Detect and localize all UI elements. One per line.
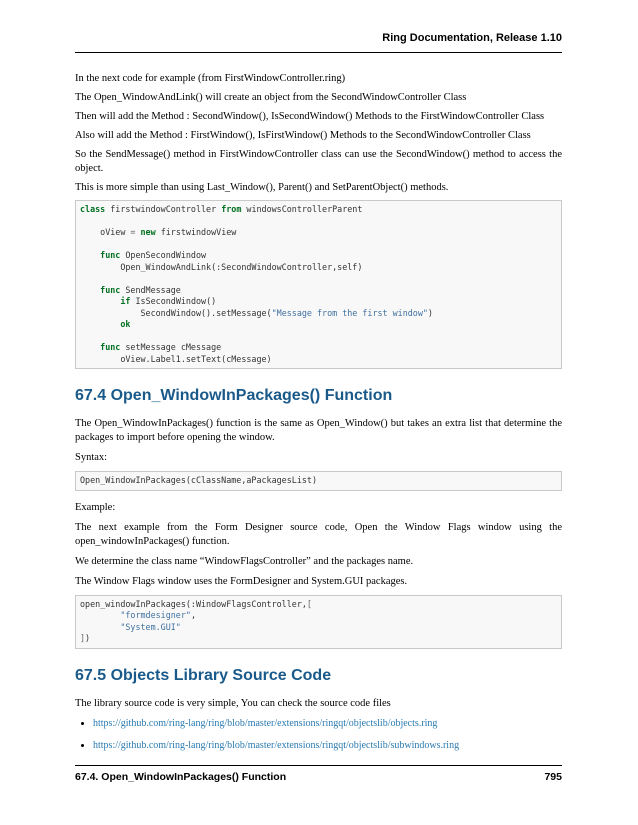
section-67-4-example-description: The next example from the Form Designer source code, Open the Window Flags window using the open_windowInPackages() function. [75, 521, 562, 547]
header-rule [75, 52, 562, 53]
page-content [75, 72, 562, 761]
code-line-6: Open_WindowAndLink(:SecondWindowController,self) [80, 261, 363, 272]
code-line-14: oView.Label1.setText(cMessage) [80, 353, 272, 364]
code-line-13: func setMessage cMessage [100, 342, 222, 352]
link-objects-ring[interactable]: • https://github.com/ring-lang/ring/blob/master/extensions/ringqt/objectslib/objects.ring [93, 717, 562, 731]
example-label: Example: [75, 501, 116, 513]
running-header: Ring Documentation, Release 1.10 [382, 32, 562, 44]
code-line-3: oView = new firstwindowView [80, 227, 237, 237]
section-heading-67-5: 67.5 Objects Library Source Code [75, 666, 332, 684]
section-heading-67-4: 67.4 Open_WindowInPackages() Function [75, 387, 393, 404]
code2-line-3: "System.GUI" [120, 621, 181, 632]
code-block-open-window-in-packages[interactable] [75, 595, 562, 649]
source-links-list [75, 717, 562, 753]
section-67-5-intro: The library source code is very simple, You can check the source code files [75, 697, 391, 709]
section-67-4-class-name-note: We determine the class name “WindowFlagsController” and the packages name. [75, 555, 414, 567]
link-subwindows-ring[interactable]: • https://github.com/ring-lang/ring/blob/master/extensions/ringqt/objectslib/subwindows.ring [93, 739, 562, 753]
intro-paragraph-4: Also will add the Method : FirstWindow(), IsFirstWindow() Methods to the SecondWindowController Class [75, 130, 531, 141]
footer-section-title: 67.4. Open_WindowInPackages() Function [75, 771, 287, 783]
intro-paragraph-1: In the next code for example (from FirstWindowController.ring) [75, 73, 346, 84]
intro-paragraph-5: So the SendMessage() method in FirstWindowController class can use the SecondWindow() method to access the object. [75, 149, 562, 174]
code-line-5: func OpenSecondWindow [100, 250, 207, 260]
syntax-label: Syntax: [75, 452, 108, 463]
intro-paragraph-6: This is more simple than using Last_Window(), Parent() and SetParentObject() methods. [75, 182, 449, 193]
code2-line-1: open_windowInPackages(:WindowFlagsController,[ [80, 598, 312, 609]
code-line-9: if IsSecondWindow() [120, 296, 217, 306]
code-line-8: func SendMessage [100, 284, 181, 295]
code-line-11: ok [120, 319, 131, 329]
intro-paragraph-2: The Open_WindowAndLink() will create an object from the SecondWindowController Class [75, 92, 467, 103]
intro-paragraph-3: Then will add the Method : SecondWindow(), IsSecondWindow() Methods to the FirstWindowController Class [75, 111, 545, 122]
section-67-4-intro: The Open_WindowInPackages() function is the same as Open_Window() but takes an extra list that determine the packages to import before opening the window. [75, 418, 562, 443]
section-67-4-packages-note: The Window Flags window uses the FormDesigner and System.GUI packages. [75, 575, 408, 587]
code2-line-2: "formdesigner", [120, 610, 196, 620]
code-block-first-window-controller[interactable] [75, 200, 562, 369]
page-number: 795 [544, 771, 562, 783]
code-line-1: class firstwindowController from windowsControllerParent [80, 204, 363, 214]
code-block-syntax[interactable] [75, 471, 562, 491]
syntax-code-line: Open_WindowInPackages(cClassName,aPackagesList) [80, 475, 317, 485]
code-line-10: SecondWindow().setMessage("Message from the first window") [80, 307, 433, 318]
footer-rule [75, 765, 562, 766]
code2-line-4: ]) [80, 633, 91, 643]
